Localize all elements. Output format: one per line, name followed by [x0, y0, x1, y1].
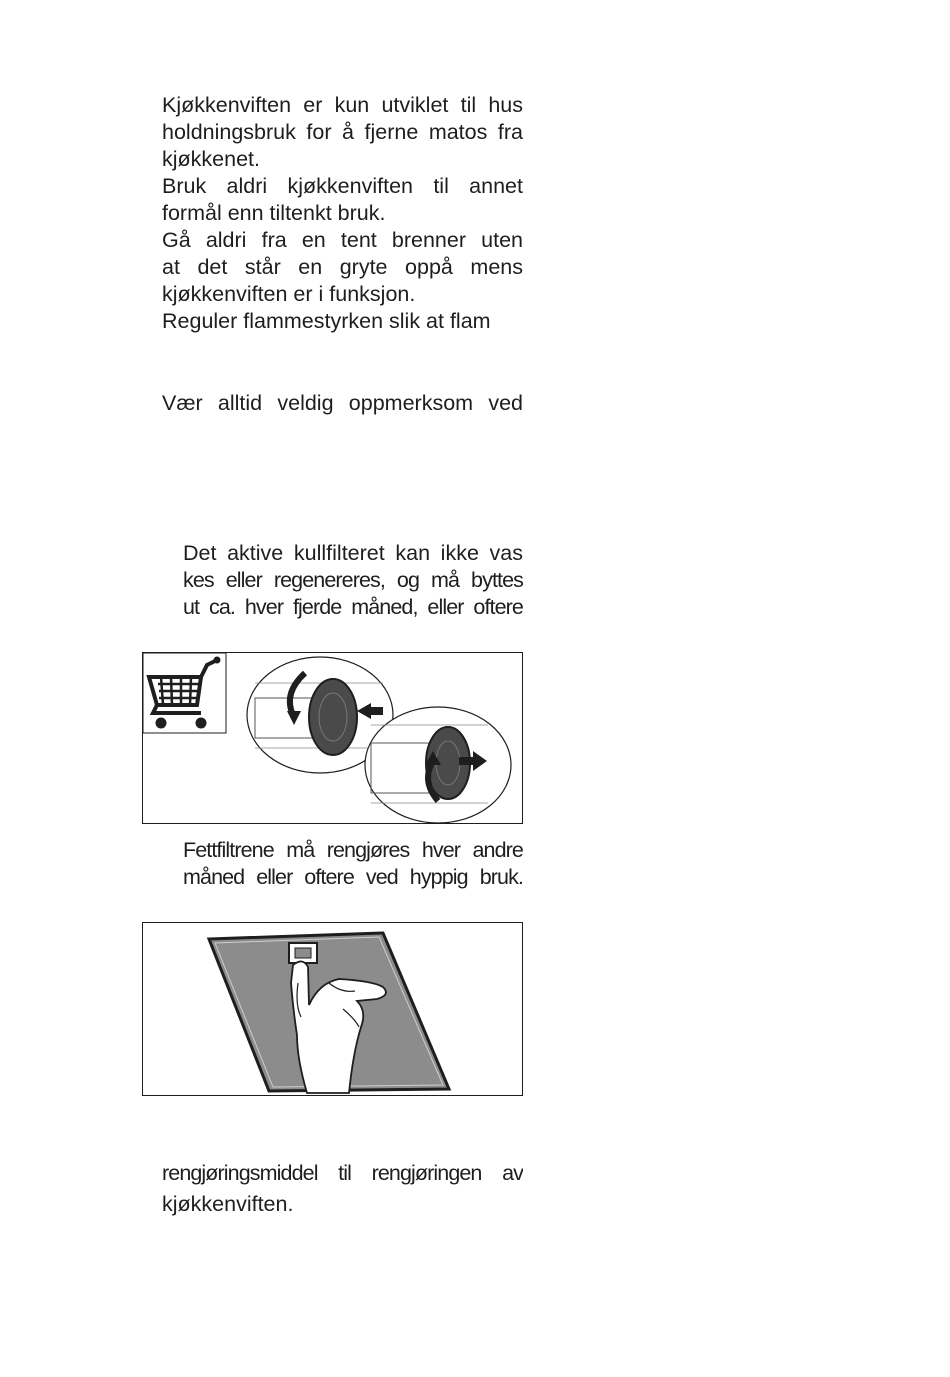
- text-line: Reguler flammestyrken slik at flam: [162, 309, 491, 333]
- shopping-cart-icon: [143, 653, 226, 733]
- carbon-filter-paragraph: [183, 540, 523, 621]
- text-line: kes eller regenereres, og må byttes: [183, 568, 523, 592]
- text-line: ut ca. hver fjerde måned, eller oftere: [183, 595, 523, 619]
- text-line: Gå aldri fra en tent brenner uten: [162, 228, 523, 252]
- text-line: Det aktive kullfilteret kan ikke vas: [183, 541, 523, 565]
- text-line: Fettfiltrene må rengjøres hver andre: [183, 838, 523, 862]
- safety-paragraph: [162, 92, 523, 335]
- text-line: holdningsbruk for å fjerne matos fra: [162, 120, 523, 144]
- text-line: måned eller oftere ved hyppig bruk.: [183, 865, 523, 889]
- grease-filter-figure: [142, 922, 523, 1096]
- grease-filter-paragraph: [183, 837, 523, 891]
- text-line: kjøkkenet.: [162, 147, 260, 171]
- text-line: rengjøringsmiddel til rengjøringen av: [162, 1161, 523, 1185]
- text-line: formål enn tiltenkt bruk.: [162, 201, 386, 225]
- text-line: Kjøkkenviften er kun utviklet til hus: [162, 93, 523, 117]
- carbon-filter-figure: [142, 652, 523, 824]
- text-line: kjøkkenviften.: [162, 1192, 294, 1216]
- caution-paragraph: [162, 390, 523, 417]
- text-line: kjøkkenviften er i funksjon.: [162, 282, 416, 306]
- text-line: Vær alltid veldig oppmerksom ved: [162, 391, 523, 415]
- filter-install-illustration: [365, 707, 511, 823]
- cleaning-paragraph: [162, 1158, 523, 1220]
- text-line: Bruk aldri kjøkkenviften til annet: [162, 174, 523, 198]
- text-line: at det står en gryte oppå mens: [162, 255, 523, 279]
